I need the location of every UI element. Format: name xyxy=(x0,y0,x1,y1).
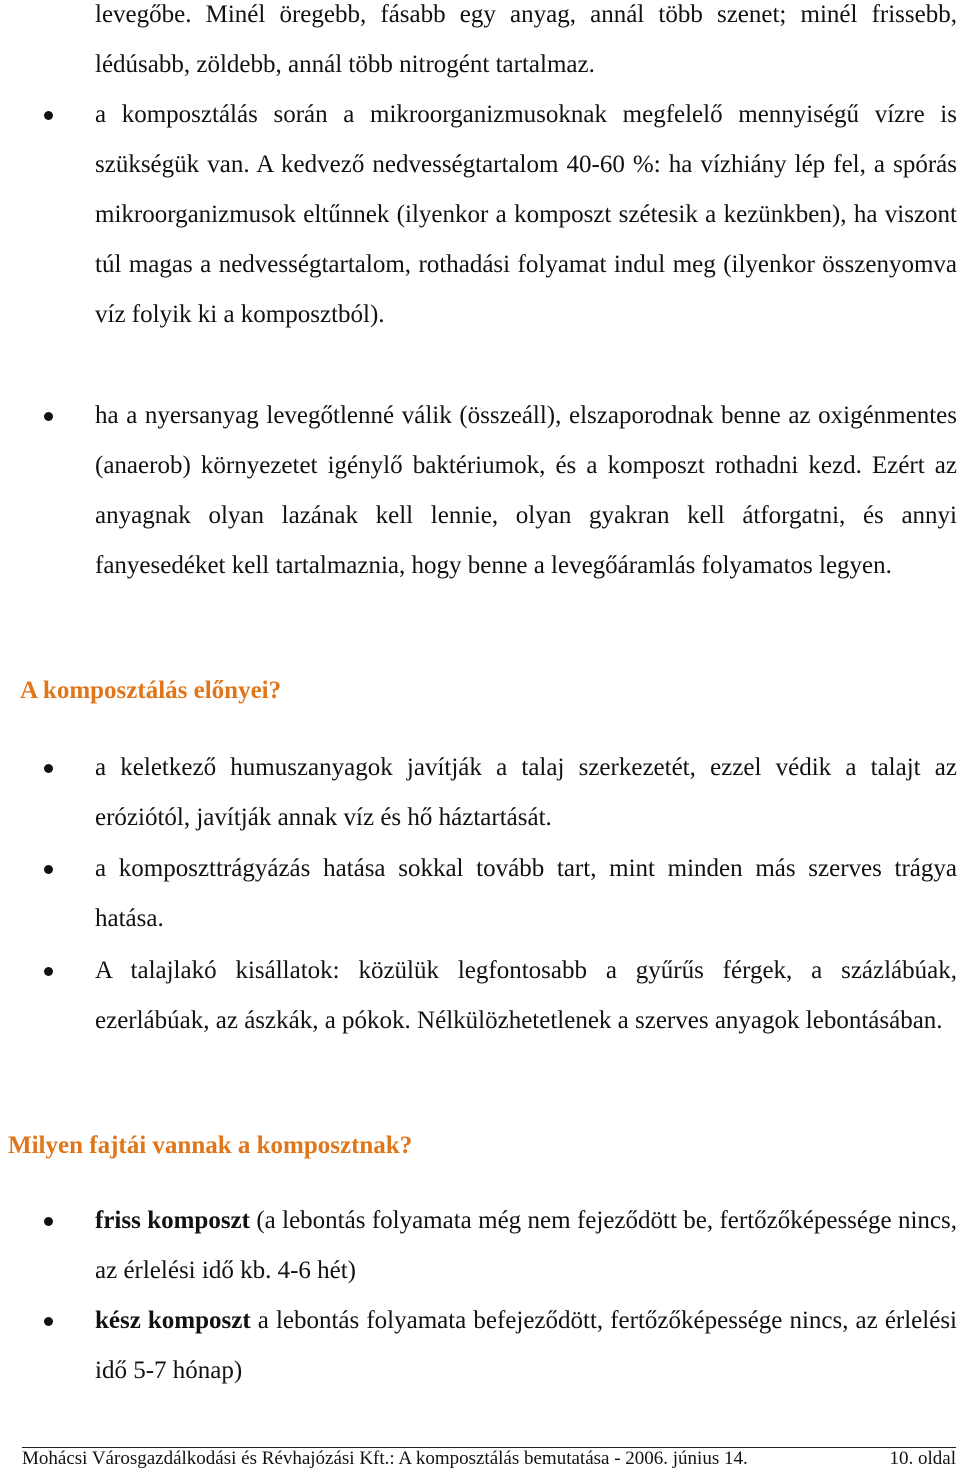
bullet-icon xyxy=(44,865,53,874)
term-ready-compost: kész komposzt xyxy=(95,1307,251,1334)
list-item-aeration: ha a nyersanyag levegőtlenné válik (összeáll), elszaporodnak benne az oxigénmentes (anaerob) környezetet igénylő baktériumok, és a komposzt rothadni kezd. Ezért az anyagnak olyan lazának kell lennie, olyan gyakran kell átforgatni, és annyi fanyesedéket kell tartalmaznia, hogy benne a levegőáramlás folyamatos legyen. xyxy=(95,402,957,579)
list-item-advantage-2: a komposzttrágyázás hatása sokkal tovább tart, mint minden más szerves trágya hatása. xyxy=(95,855,957,932)
bullet-icon xyxy=(44,764,53,773)
bullet-icon xyxy=(44,1217,53,1226)
bullet-icon xyxy=(44,412,53,421)
footer-source: Mohácsi Városgazdálkodási és Révhajózási Kft.: A komposztálás bemutatása - 2006. június 14. xyxy=(22,1448,748,1469)
page-number: 10. oldal xyxy=(889,1448,956,1469)
list-item-advantage-1: a keletkező humuszanyagok javítják a talaj szerkezetét, ezzel védik a talajt az eróziótól, javítják annak víz és hő háztartását. xyxy=(95,754,957,831)
heading-advantages: A komposztálás előnyei? xyxy=(20,677,282,704)
list-item-advantage-3: A talajlakó kisállatok: közülük legfontosabb a gyűrűs férgek, a százlábúak, ezerlábúak, az ászkák, a pókok. Nélkülözhetetlenek a szerves anyagok lebontásában. xyxy=(95,957,957,1034)
heading-types: Milyen fajtái vannak a komposztnak? xyxy=(8,1132,413,1159)
paragraph-continued: levegőbe. Minél öregebb, fásabb egy anyag, annál több szenet; minél frissebb, lédúsabb, zöldebb, annál több nitrogént tartalmaz. xyxy=(95,1,957,78)
bullet-icon xyxy=(44,967,53,976)
definition-fresh-compost: (a lebontás folyamata még nem fejeződött be, fertőzőképessége nincs, az érlelési idő kb. 4-6 hét) xyxy=(95,1207,957,1284)
term-fresh-compost: friss komposzt xyxy=(95,1207,250,1234)
bullet-icon xyxy=(44,1317,53,1326)
definition-ready-compost: a lebontás folyamata befejeződött, fertőzőképessége nincs, az érlelési idő 5-7 hónap) xyxy=(95,1307,957,1384)
list-item-ready-compost xyxy=(95,1296,957,1396)
list-item-moisture: a komposztálás során a mikroorganizmusoknak megfelelő mennyiségű vízre is szükségük van. A kedvező nedvességtartalom 40-60 %: ha vízhiány lép fel, a spórás mikroorganizmusok eltűnnek (ilyenkor a komposzt szétesik a kezünkben), ha viszont túl magas a nedvességtartalom, rothadási folyamat indul meg (ilyenkor összenyomva víz folyik ki a komposztból). xyxy=(95,101,957,328)
list-item-fresh-compost xyxy=(95,1196,957,1296)
bullet-icon xyxy=(44,111,53,120)
page-footer xyxy=(22,1447,956,1470)
